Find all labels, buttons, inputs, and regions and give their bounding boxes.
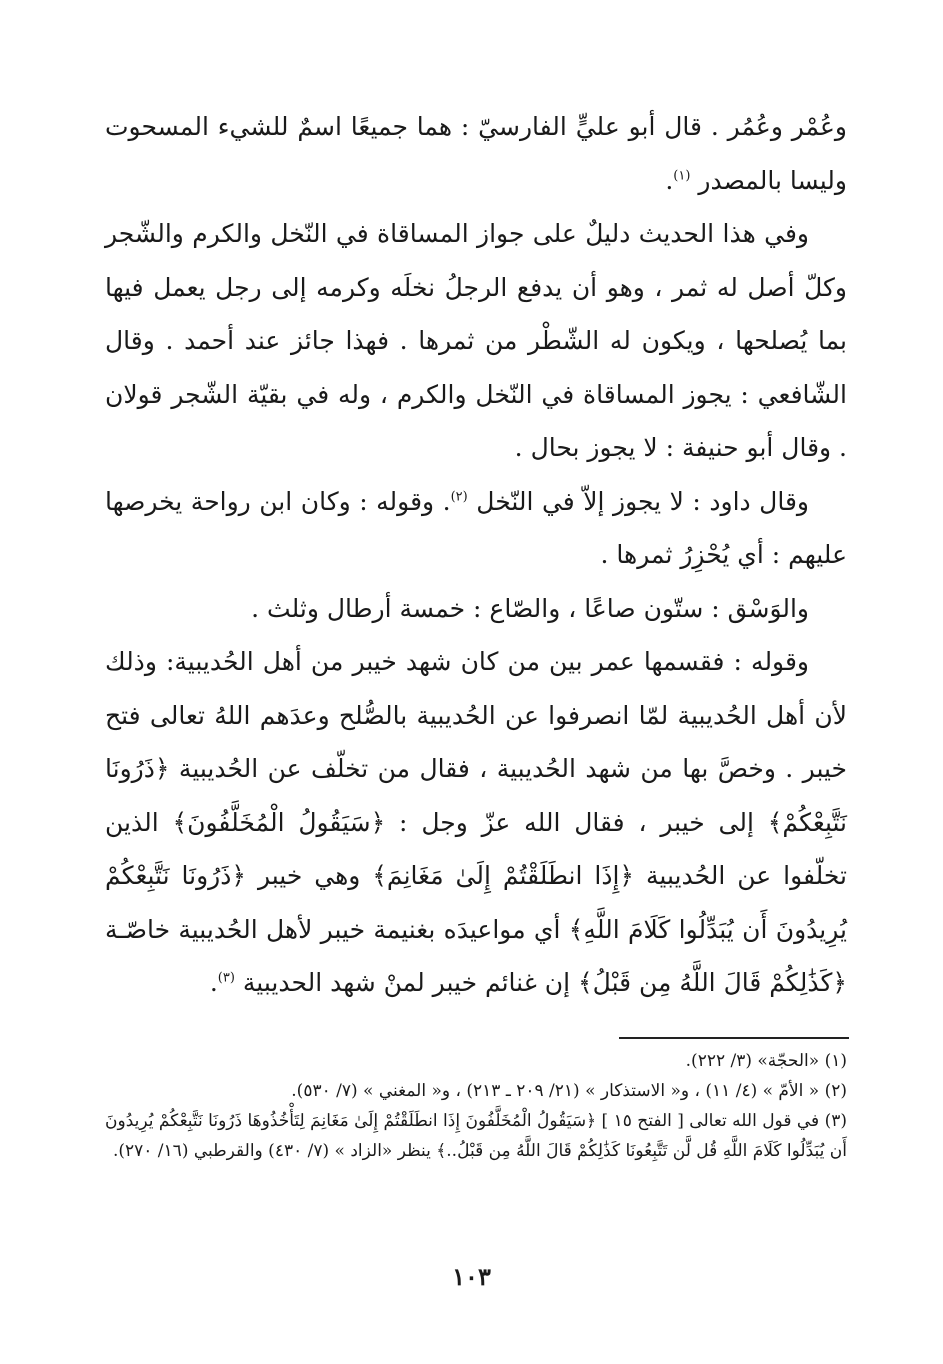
footnote-divider [619, 1037, 849, 1039]
paragraph-tail: . وقوله : وكان ابن رواحة يخرصها عليهم : أي يُحْزِرُ ثمرها . [105, 486, 847, 569]
paragraph-text: وقال داود : لا يجوز إلاّ في النّخل [476, 486, 809, 516]
footnote-reference: (٢) [450, 489, 468, 505]
footnote-1: (١) «الحجّة» (٣/ ٢٢٢). [685, 1051, 847, 1071]
footnotes-block [105, 1046, 847, 1166]
body-paragraph-1 [105, 100, 847, 207]
footnote-reference: (١) [673, 168, 691, 184]
paragraph-text: والوَسْق : ستّون صاعًا ، والصّاع : خمسة أرطال وثلث . [251, 593, 809, 623]
footnote-reference: (٣) [217, 970, 235, 986]
body-paragraph-5 [105, 635, 847, 1010]
paragraph-text: وعُمْر وعُمُر . قال أبو عليٍّ الفارسيّ : هما جميعًا اسمٌ للشيء المسحوت وليسا بالمصدر [105, 112, 847, 195]
paragraph-text: وقوله : فقسمها عمر بين من كان شهد خيبر من أهل الحُديبية: وذلك لأن أهل الحُديبية لمّا انصرفوا عن الحُديبية بالصُّلح وعدَهم اللهُ تعالى فتح خيبر . وخصَّ بها من شهد الحُديبية ، فقال من تخلّف عن الحُديبية ﴿ذَرُونَا نَتَّبِعْكُمْ﴾ إلى خيبر ، فقال الله عزّ وجل : ﴿سَيَقُولُ الْمُخَلَّفُونَ﴾ الذين تخلّفوا عن الحُديبية ﴿إِذَا انطَلَقْتُمْ إِلَىٰ مَغَانِمَ﴾ وهي خيبر ﴿ذَرُونَا نَتَّبِعْكُمْ يُرِيدُونَ أَن يُبَدِّلُوا كَلَامَ اللَّهِ﴾ أي مواعيدَه بغنيمة خيبر لأهل الحُديبية خاصّـة ﴿كَذَٰلِكُمْ قَالَ اللَّهُ مِن قَبْلُ﴾ إن غنائم خيبر لمنْ شهد الحديبية [105, 647, 848, 997]
body-paragraph-4 [105, 582, 847, 636]
body-paragraph-3 [105, 475, 847, 582]
main-text-block [105, 100, 847, 1010]
paragraph-tail: . [665, 165, 674, 195]
page-number: ١٠٣ [452, 1262, 491, 1291]
body-paragraph-2 [105, 207, 847, 475]
paragraph-text: وفي هذا الحديث دليلٌ على جواز المساقاة في النّخل والكرم والشّجر وكلّ أصل له ثمر ، وهو أن يدفع الرجلُ نخلَه وكرمه إلى رجل يعمل فيها بما يُصلحها ، ويكون له الشّطْر من ثمرها . فهذا جائز عند أحمد . وقال الشّافعي : يجوز المساقاة في النّخل والكرم ، وله في بقيّة الشّجر قولان . وقال أبو حنيفة : لا يجوز بحال . [105, 219, 847, 462]
paragraph-tail: . [209, 968, 218, 997]
footnote-3: (٣) في قول الله تعالى [ الفتح ١٥ ] ﴿سَيَقُولُ الْمُخَلَّفُونَ إِذَا انطَلَقْتُمْ إِلَىٰ مَغَانِمَ لِتَأْخُذُوهَا ذَرُونَا نَتَّبِعْكُمْ يُرِيدُونَ أَن يُبَدِّلُوا كَلَامَ اللَّهِ قُل لَّن تَتَّبِعُونَا كَذَٰلِكُمْ قَالَ اللَّهُ مِن قَبْلُ..﴾ ينظر «الزاد » (٧/ ٤٣٠) والقرطبي (١٦/ ٢٧٠). [105, 1111, 847, 1161]
footnote-2: (٢) « الأمّ » (٤/ ١١) ، و« الاستذكار » (٢١/ ٢٠٩ ـ ٢١٣) ، و« المغني » (٧/ ٥٣٠). [291, 1081, 847, 1101]
